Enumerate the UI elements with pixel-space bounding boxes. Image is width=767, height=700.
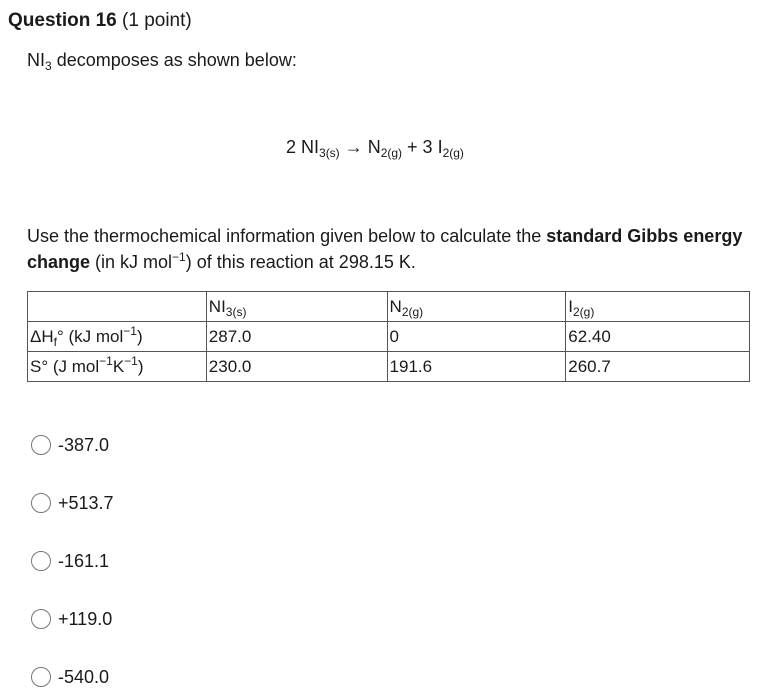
radio-button[interactable] xyxy=(31,551,51,571)
label-text: ΔH xyxy=(30,326,54,346)
intro-text: decomposes as shown below: xyxy=(51,50,297,70)
table-cell: 230.0 xyxy=(206,352,387,382)
label-text: ) xyxy=(136,326,143,346)
radio-button[interactable] xyxy=(31,667,51,687)
row-label-entropy xyxy=(28,352,207,382)
radio-button[interactable] xyxy=(31,493,51,513)
question-instructions xyxy=(27,223,747,275)
equation-arrow-product1: → N xyxy=(339,137,381,157)
answer-option-label: -161.1 xyxy=(58,550,110,571)
question-title: Question 16 xyxy=(8,10,117,31)
answer-option[interactable] xyxy=(31,606,112,632)
label-superscript: −1 xyxy=(124,353,138,368)
table-row-entropy xyxy=(28,352,750,382)
question-intro xyxy=(27,50,297,71)
label-text: ) xyxy=(137,356,144,376)
instructions-bold: standard Gibbs energy change xyxy=(27,226,743,272)
table-header-cell xyxy=(206,292,387,322)
reaction-equation xyxy=(286,137,464,158)
table-cell: 287.0 xyxy=(206,322,387,352)
equation-product2: + 3 I xyxy=(402,137,443,157)
instructions-part3: ) of this reaction at 298.15 K. xyxy=(185,252,416,272)
instructions-superscript: −1 xyxy=(172,250,186,264)
question-header xyxy=(8,10,192,32)
table-header-row xyxy=(28,292,750,322)
label-text: K xyxy=(112,356,125,376)
answer-option-label: +119.0 xyxy=(58,608,113,629)
radio-button[interactable] xyxy=(31,435,51,455)
table-header-cell xyxy=(566,292,750,322)
answer-option[interactable] xyxy=(31,664,109,690)
answer-option[interactable] xyxy=(31,490,114,516)
table-cell: 260.7 xyxy=(566,352,750,382)
label-text: ° (kJ mol xyxy=(56,326,124,346)
header-subscript: 3(s) xyxy=(225,304,247,319)
equation-reactant: 2 NI xyxy=(286,137,320,157)
equation-product2-subscript: 2(g) xyxy=(442,146,464,160)
table-header-cell xyxy=(387,292,566,322)
label-subscript: f xyxy=(53,334,57,349)
equation-product1-subscript: 2(g) xyxy=(380,146,403,160)
row-label-enthalpy xyxy=(28,322,207,352)
table-cell: 0 xyxy=(387,322,566,352)
answer-option-label: -540.0 xyxy=(58,666,110,687)
label-superscript: −1 xyxy=(99,353,113,368)
header-base: N xyxy=(389,296,402,316)
table-cell: 62.40 xyxy=(566,322,750,352)
radio-button[interactable] xyxy=(31,609,51,629)
instructions-part1: Use the thermochemical information given below to calculate the xyxy=(27,226,547,246)
answer-option-label: +513.7 xyxy=(58,492,114,513)
header-base: I xyxy=(568,296,573,316)
thermochemical-table xyxy=(27,291,750,382)
answer-option[interactable] xyxy=(31,432,109,458)
instructions-part2: (in kJ mol xyxy=(90,252,173,272)
header-base: NI xyxy=(208,296,226,316)
intro-compound-subscript: 3 xyxy=(45,59,52,73)
header-subscript: 2(g) xyxy=(573,304,595,319)
intro-compound: NI xyxy=(27,50,45,70)
question-points: (1 point) xyxy=(122,10,192,31)
equation-reactant-subscript: 3(s) xyxy=(319,146,340,160)
table-row-enthalpy xyxy=(28,322,750,352)
answer-option[interactable] xyxy=(31,548,109,574)
label-text: S° (J mol xyxy=(30,356,100,376)
table-header-empty xyxy=(28,292,207,322)
label-superscript: −1 xyxy=(123,323,137,338)
answer-option-label: -387.0 xyxy=(58,434,110,455)
header-subscript: 2(g) xyxy=(401,304,424,319)
table-cell: 191.6 xyxy=(387,352,566,382)
